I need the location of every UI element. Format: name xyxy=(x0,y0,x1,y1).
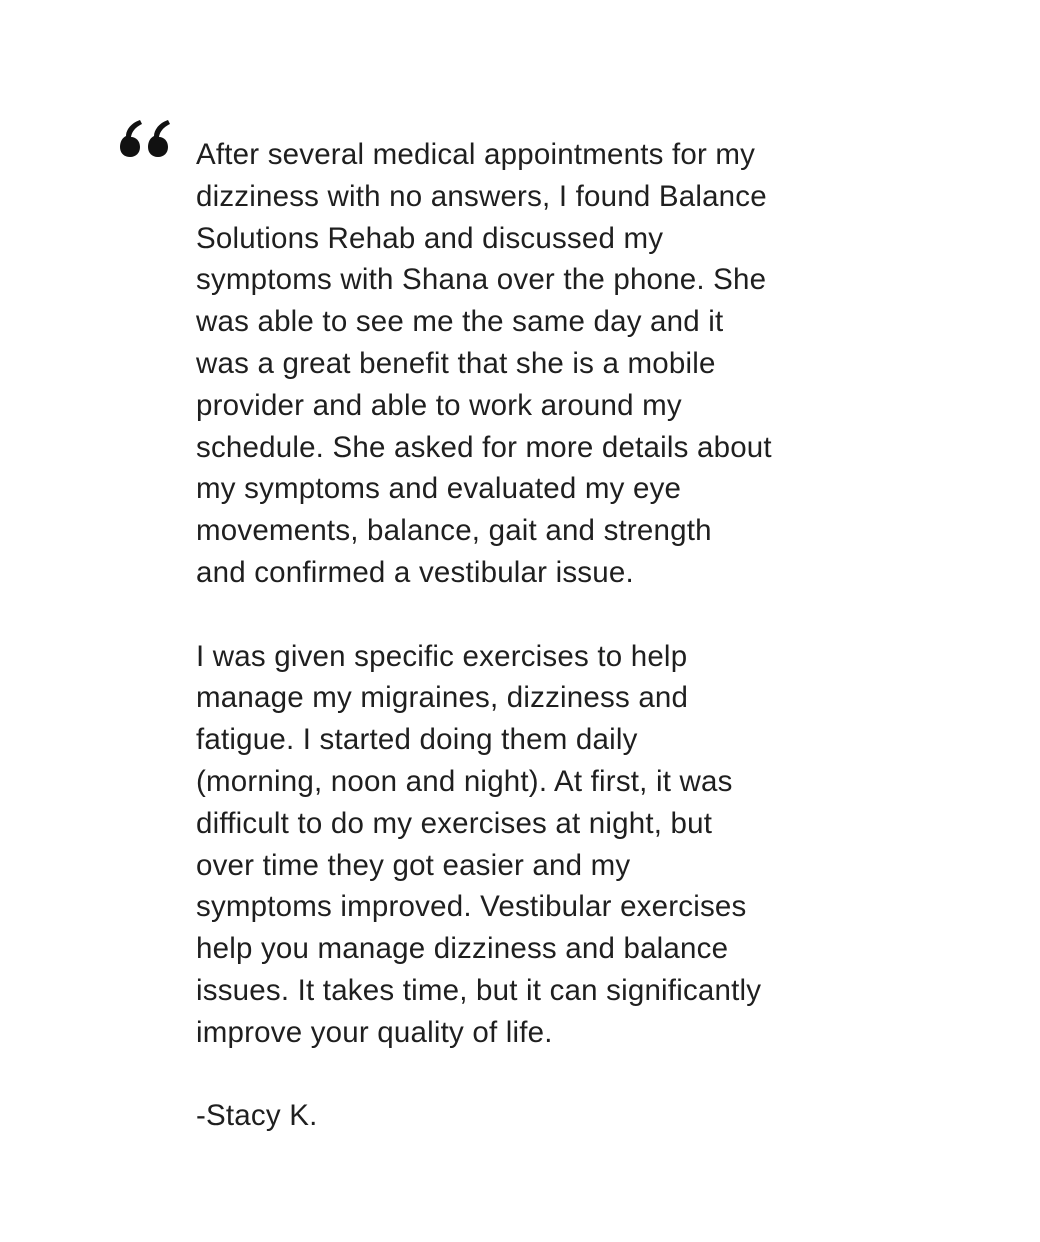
text-line: improve your quality of life. xyxy=(196,1015,553,1049)
text-line: over time they got easier and my xyxy=(196,848,631,882)
text-line: was able to see me the same day and it xyxy=(196,305,724,339)
text-line: movements, balance, gait and strength xyxy=(196,514,712,548)
text-line: issues. It takes time, but it can significantly xyxy=(196,973,762,1007)
text-line: I was given specific exercises to help xyxy=(196,639,688,673)
text-line: symptoms improved. Vestibular exercises xyxy=(196,890,747,924)
text-line: help you manage dizziness and balance xyxy=(196,932,729,966)
testimonial-text xyxy=(196,134,856,1137)
testimonial-author: -Stacy K. xyxy=(196,1099,318,1133)
text-line: After several medical appointments for my xyxy=(196,138,756,171)
text-line: and confirmed a vestibular issue. xyxy=(196,555,634,589)
text-line: my symptoms and evaluated my eye xyxy=(196,472,682,506)
text-line: provider and able to work around my xyxy=(196,388,682,422)
text-line: schedule. She asked for more details about xyxy=(196,430,772,464)
text-line: was a great benefit that she is a mobile xyxy=(196,346,716,380)
testimonial-paragraph-1 xyxy=(196,134,856,594)
text-line: fatigue. I started doing them daily xyxy=(196,723,638,757)
text-line: symptoms with Shana over the phone. She xyxy=(196,263,767,297)
testimonial-paragraph-2 xyxy=(196,636,856,1054)
text-line: dizziness with no answers, I found Balance xyxy=(196,179,767,213)
text-line: Solutions Rehab and discussed my xyxy=(196,221,664,255)
text-line: (morning, noon and night). At first, it was xyxy=(196,764,733,798)
left-double-quote-icon xyxy=(118,104,174,164)
text-line: manage my migraines, dizziness and xyxy=(196,681,689,715)
text-line: difficult to do my exercises at night, but xyxy=(196,806,713,840)
